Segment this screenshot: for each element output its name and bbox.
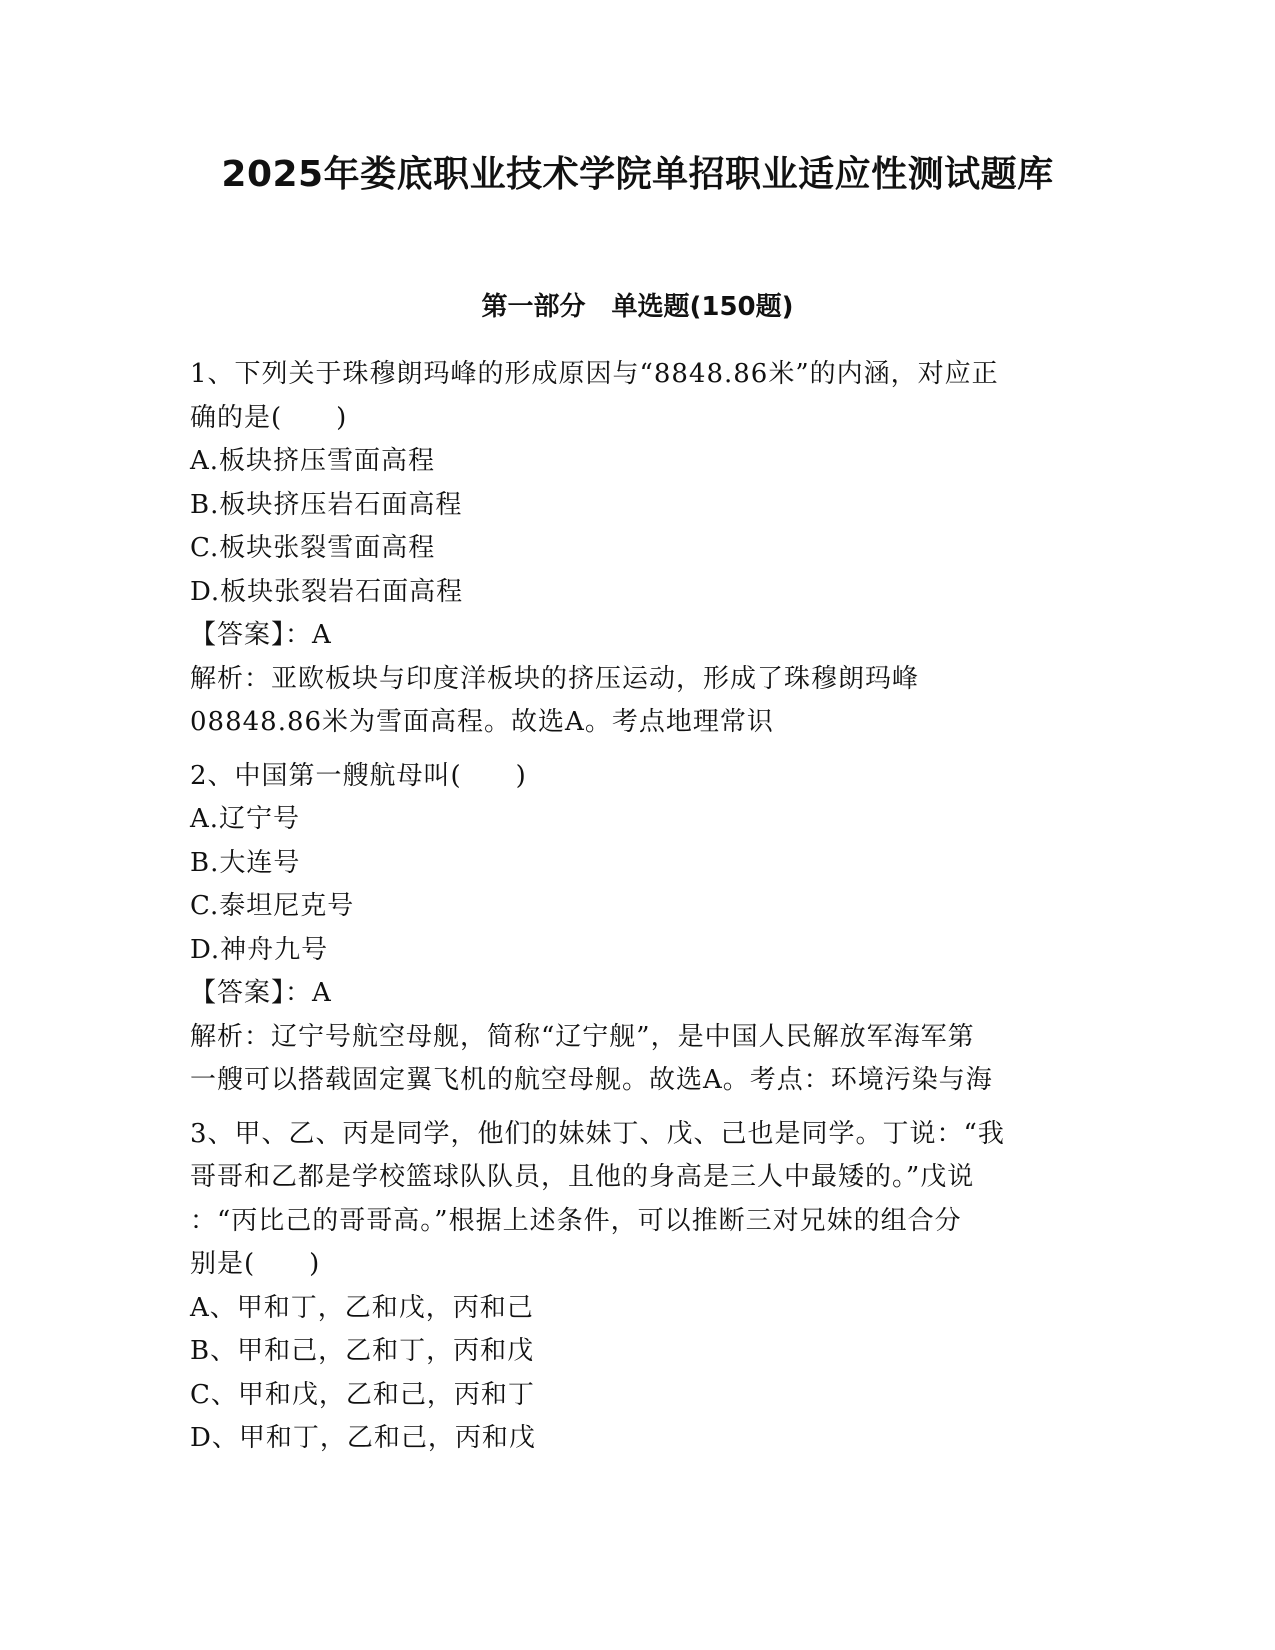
option-a: A.辽宁号 [190, 804, 301, 834]
analysis-line: 08848.86米为雪面高程。故选A。考点地理常识 [190, 707, 774, 737]
stem-line: ：“丙比己的哥哥高。”根据上述条件，可以推断三对兄妹的组合分 [190, 1205, 962, 1236]
option-c: C.泰坦尼克号 [190, 891, 355, 921]
question-1 [190, 353, 1090, 745]
section-heading: 第一部分 单选题(150题) [481, 292, 794, 322]
option-b: B、甲和己，乙和丁，丙和戊 [190, 1336, 535, 1366]
question-stem [190, 1113, 1090, 1287]
stem-line: 哥哥和乙都是学校篮球队队员，且他的身高是三人中最矮的。”戊说 [190, 1162, 975, 1192]
analysis-line: 解析：亚欧板块与印度洋板块的挤压运动，形成了珠穆朗玛峰 [190, 663, 920, 694]
option-list [190, 798, 1090, 972]
option-d: D.板块张裂岩石面高程 [190, 576, 464, 607]
option-c: C.板块张裂雪面高程 [190, 533, 436, 563]
option-list [190, 440, 1090, 614]
stem-line: 确的是( ) [190, 402, 348, 433]
stem-line: 3、甲、乙、丙是同学，他们的妹妹丁、戊、己也是同学。丁说：“我 [190, 1118, 1005, 1149]
analysis-line: 解析：辽宁号航空母舰，简称“辽宁舰”，是中国人民解放军海军第 [190, 1021, 975, 1052]
analysis [190, 658, 1090, 745]
stem-line: 2、中国第一艘航母叫( ) [190, 760, 527, 791]
page-title: 2025年娄底职业技术学院单招职业适应性测试题库 [221, 154, 1054, 195]
question-list [190, 353, 1090, 1461]
option-a: A.板块挤压雪面高程 [190, 446, 436, 476]
answer: 【答案】：A [190, 620, 332, 650]
answer: 【答案】：A [190, 978, 332, 1008]
option-d: D.神舟九号 [190, 934, 329, 965]
question-stem [190, 755, 1090, 799]
option-a: A、甲和丁，乙和戊，丙和己 [190, 1292, 534, 1323]
question-3 [190, 1113, 1090, 1461]
option-list [190, 1287, 1090, 1461]
option-c: C、甲和戊，乙和己，丙和丁 [190, 1379, 535, 1410]
analysis [190, 1016, 1090, 1103]
stem-line: 别是( ) [190, 1249, 321, 1279]
option-b: B.板块挤压岩石面高程 [190, 489, 463, 520]
analysis-line: 一艘可以搭载固定翼飞机的航空母舰。故选A。考点：环境污染与海 [190, 1065, 993, 1095]
question-stem [190, 353, 1090, 440]
option-d: D、甲和丁，乙和己，丙和戊 [190, 1423, 536, 1453]
question-2 [190, 755, 1090, 1103]
stem-line: 1、下列关于珠穆朗玛峰的形成原因与“8848.86米”的内涵，对应正 [190, 359, 999, 389]
option-b: B.大连号 [190, 847, 301, 878]
